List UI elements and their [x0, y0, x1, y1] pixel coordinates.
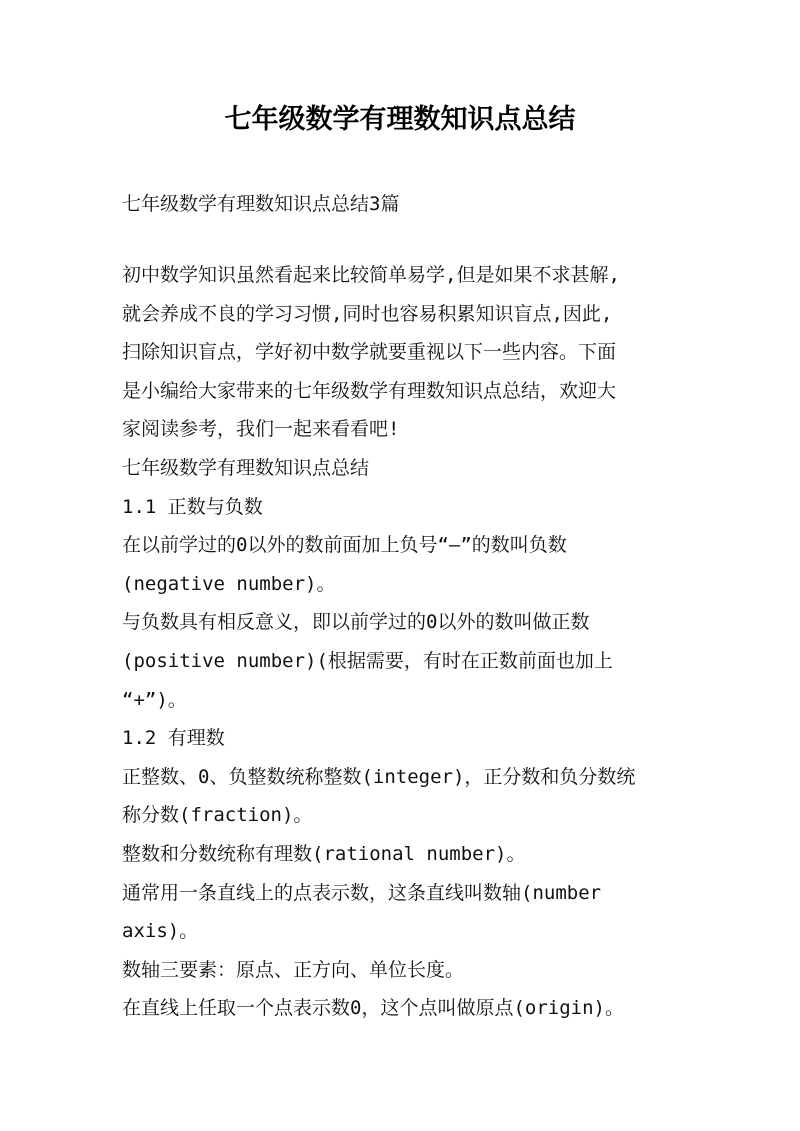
body-line: 在直线上任取一个点表示数0，这个点叫做原点(origin)。 [122, 997, 624, 1020]
body-line: (negative number)。 [122, 572, 336, 595]
body-line: 初中数学知识虽然看起来比较简单易学,但是如果不求甚解, [122, 264, 620, 286]
body-line: 通常用一条直线上的点表示数，这条直线叫数轴(number [122, 881, 602, 904]
body-line: 称分数(fraction)。 [122, 804, 313, 827]
body-line: 家阅读参考，我们一起来看看吧! [122, 418, 400, 441]
body-line: (positive number)(根据需要，有时在正数前面也加上 [122, 649, 613, 672]
body-line: 整数和分数统称有理数(rational number)。 [122, 842, 526, 865]
body-line: 与负数具有相反意义，即以前学过的0以外的数叫做正数 [122, 611, 590, 634]
document-title: 七年级数学有理数知识点总结 [224, 104, 576, 135]
section-heading: 1.1 正数与负数 [122, 495, 263, 518]
section-heading: 七年级数学有理数知识点总结 [122, 456, 370, 479]
body-line: 扫除知识盲点，学好初中数学就要重视以下一些内容。下面 [122, 341, 617, 364]
document-body [122, 256, 682, 1028]
body-line: 就会养成不良的学习习惯,同时也容易积累知识盲点,因此, [122, 302, 613, 325]
document-subtitle: 七年级数学有理数知识点总结3篇 [122, 193, 400, 215]
body-line: axis)。 [122, 920, 199, 943]
body-line: 是小编给大家带来的七年级数学有理数知识点总结，欢迎大 [122, 379, 617, 402]
body-line: 正整数、0、负整数统称整数(integer)，正分数和负分数统 [122, 765, 636, 788]
body-line: 在以前学过的0以外的数前面加上负号“—”的数叫负数 [122, 534, 567, 557]
body-line: “+”)。 [122, 688, 187, 711]
section-heading: 1.2 有理数 [122, 727, 225, 750]
body-line: 数轴三要素：原点、正方向、单位长度。 [122, 958, 465, 981]
